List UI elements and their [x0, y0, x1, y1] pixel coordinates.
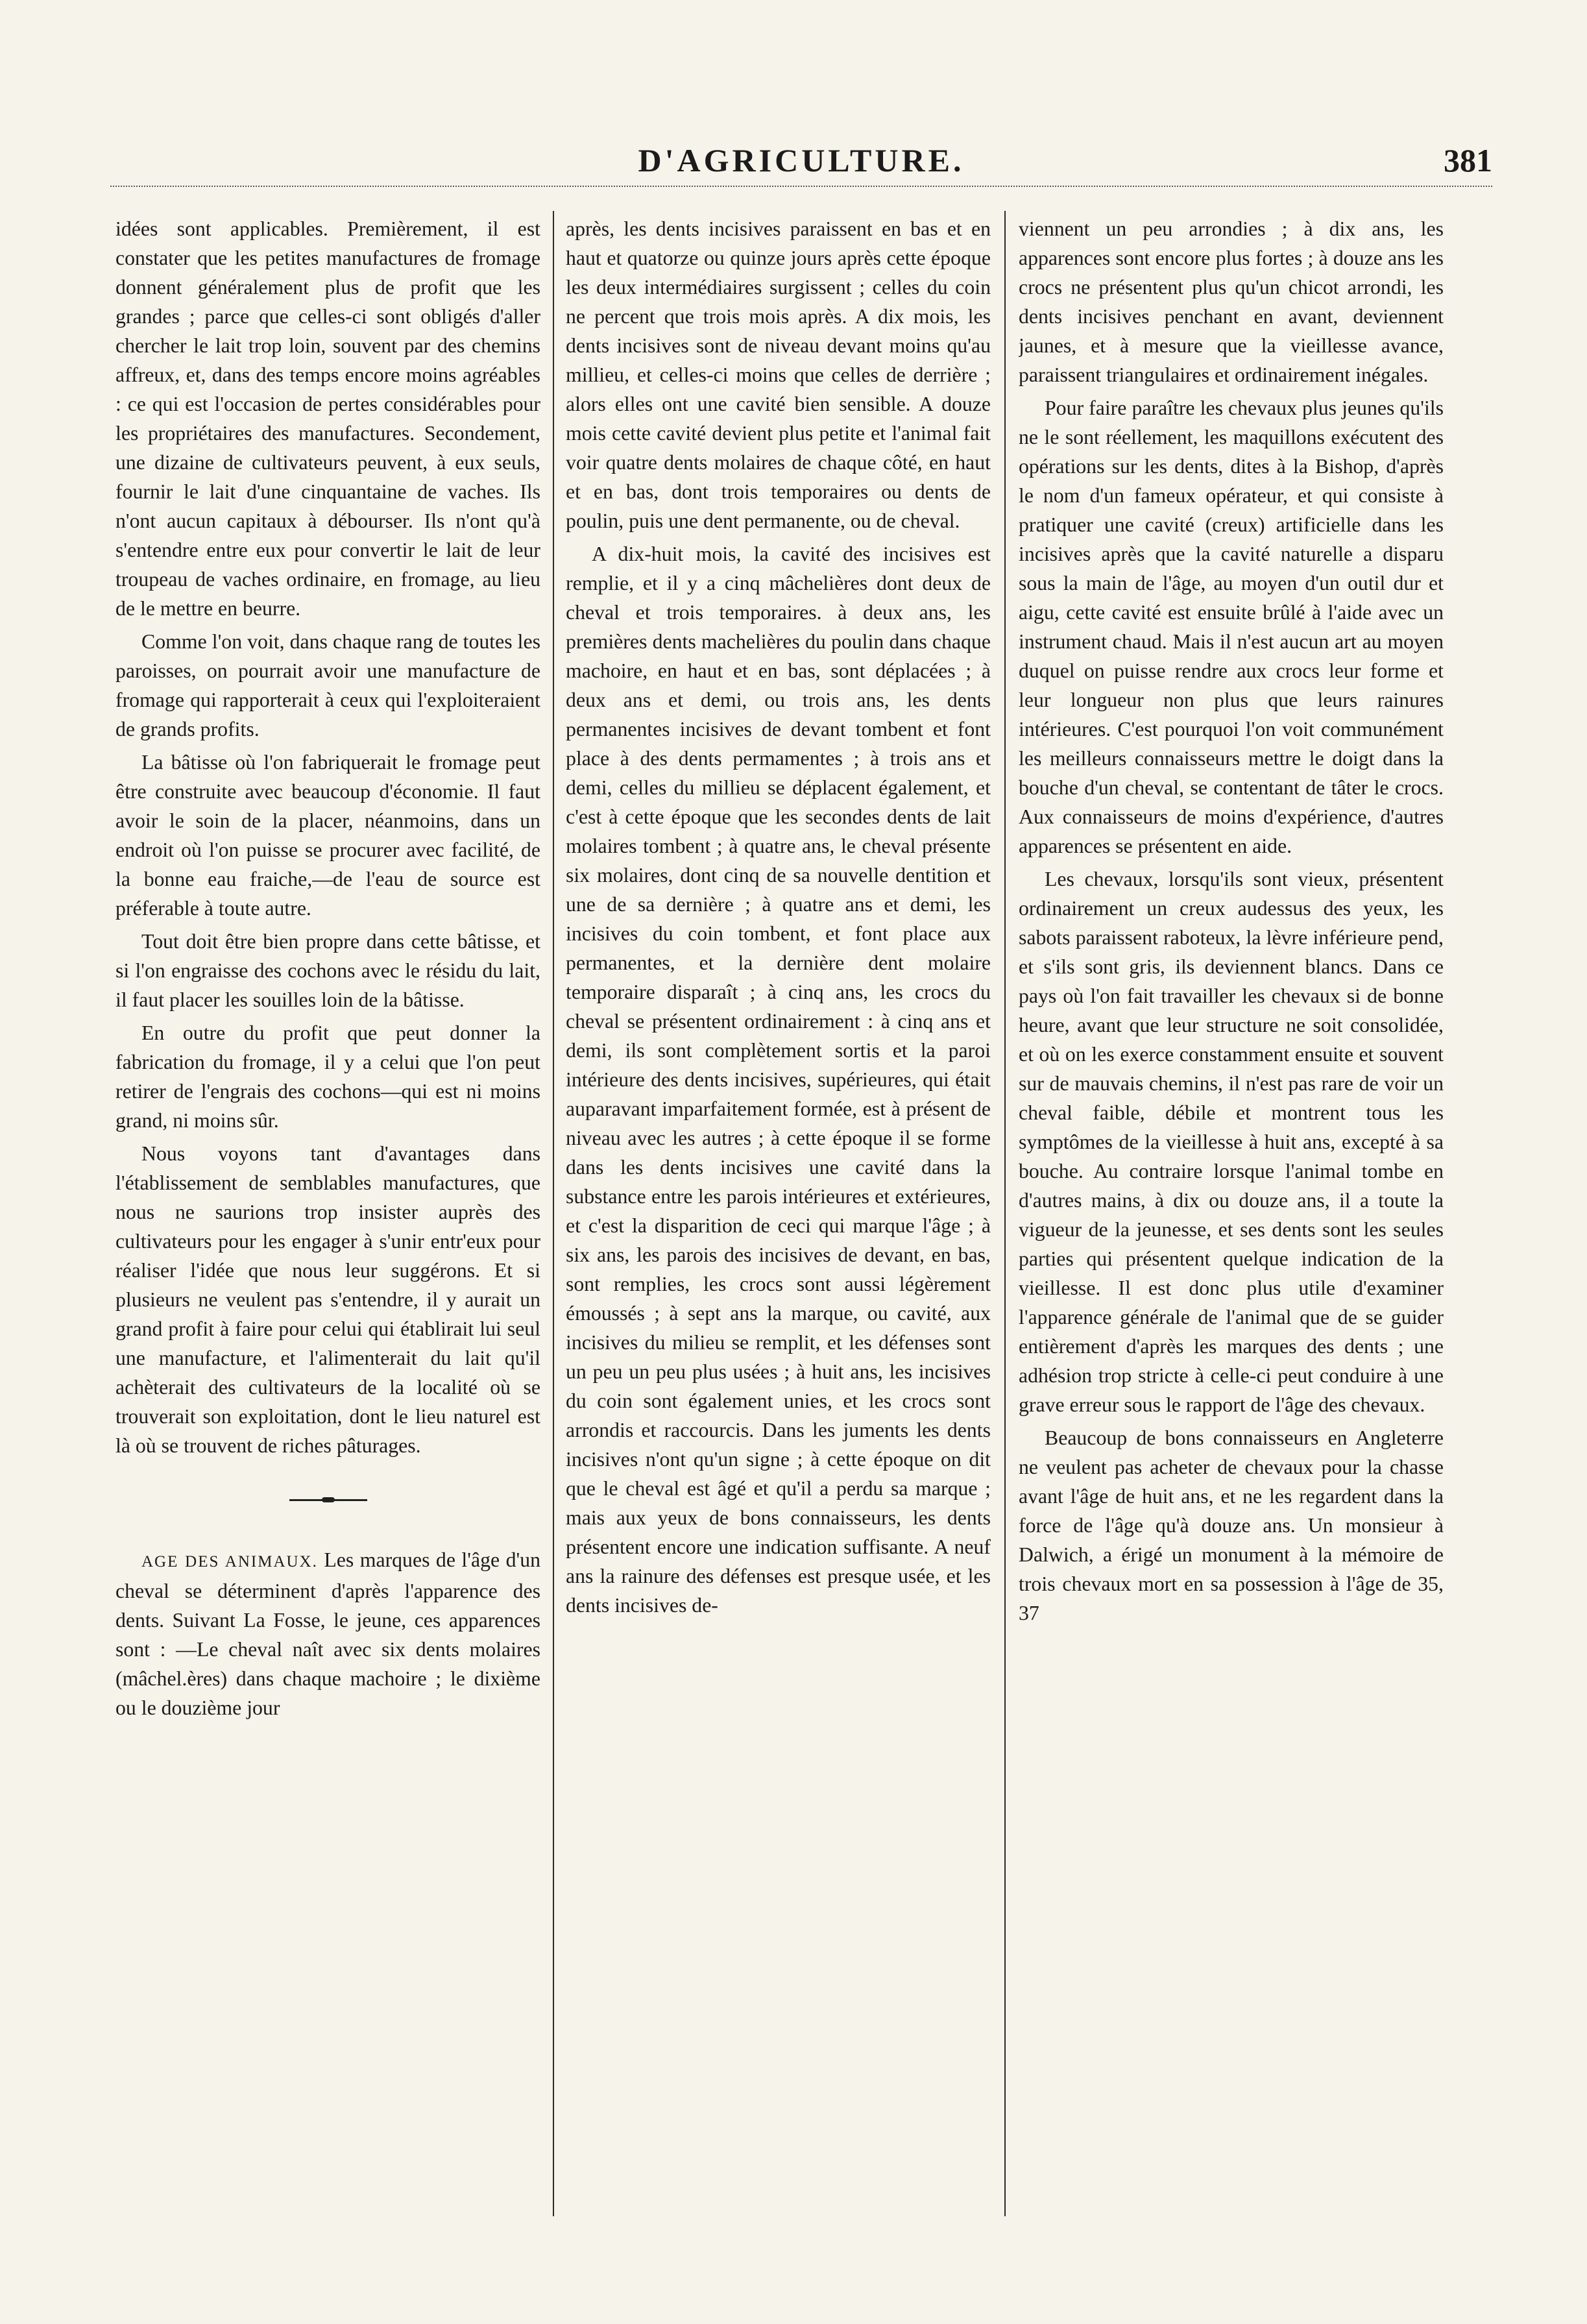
paragraph: A dix-huit mois, la cavité des incisives est remplie, et il y a cinq mâchelières dont deux de cheval et trois temporaires. à deux ans, les premières dents machelières du poulin dans chaque machoire, en haut et en bas, sont déplacées ; à deux ans et demi, ou trois ans, les dents permanentes incisives de devant tombent et font place à des dents permamentes ; à trois ans et demi, celles du millieu se déplacent également, et c'est à cette époque que les secondes dents de lait molaires tombent ; à quatre ans, le cheval présente six molaires, dont cinq de sa nouvelle dentition et une de sa dernière ; à quatre ans et demi, les incisives du coin tombent, et font place aux permanentes, et la dernière dent molaire temporaire disparaît ; à cinq ans, les crocs du cheval se présentent ordinairement : à cinq ans et demi, ils sont complètement sortis et la paroi intérieure des dents incisives, supérieures, qui était auparavant imparfaitement formée, est à présent de niveau avec les autres ; à cette époque il se forme dans les dents incisives une cavité dans la substance entre les parois intérieures et extérieures, et c'est la disparition de ceci qui marque l'âge ; à six ans, les parois des incisives de devant, en bas, sont remplies, les crocs sont aussi légèrement émoussés ; à sept ans la marque, ou cavité, aux incisives du milieu se remplit, et les défenses sont un peu un peu plus usées ; à huit ans, les incisives du coin sont également unies, et les crocs sont arrondis et raccourcis. Dans les juments les dents incisives n'ont qu'un signe ; à cette époque on dit que le cheval est âgé et qu'il a perdu sa marque ; mais aux yeux de bons connaisseurs, les dents présentent encore une indication suffisante. A neuf ans la rainure des défenses est presque usée, et les dents incisives de- [566, 543, 991, 1617]
paragraph: Les chevaux, lorsqu'ils sont vieux, présentent ordinairement un creux audessus des yeux, les sabots paraissent raboteux, la lèvre inférieure pend, et s'ils sont gris, ils deviennent blancs. Dans ce pays où l'on fait travailler les chevaux si de bonne heure, avant que leur structure ne soit consolidée, et où on les exerce constamment ensuite et souvent sur de mauvais chemins, il n'est pas rare de voir un cheval faible, débile et montrent tous les symptômes de la vieillesse à huit ans, excepté à sa bouche. Au contraire lorsque l'animal tombe en d'autres mains, à dix ou douze ans, il a toute la vigueur de la jeunesse, et ses dents sont les seules parties qui présentent quelque indication de la vieillesse. Il est donc plus utile d'examiner l'apparence générale de l'animal que de se guider entièrement d'après les marques des dents ; une adhésion trop stricte à celle-ci peut conduire à une grave erreur sous le rapport de l'âge des chevaux. [1019, 868, 1444, 1416]
column-divider-1 [553, 211, 554, 2216]
running-title: D'AGRICULTURE. [638, 142, 965, 178]
column-2 [566, 214, 991, 2220]
section-paragraph [115, 1545, 540, 1722]
page-header [110, 141, 1492, 187]
paragraph: viennent un peu arrondies ; à dix ans, les apparences sont encore plus fortes ; à douze ans les crocs ne présentent plus qu'un chicot arrondi, les dents incisives penchant en avant, deviennent jaunes, et à mesure que la vieillesse avance, paraissent triangulaires et ordinairement inégales. [1019, 217, 1444, 386]
paragraph: Tout doit être bien propre dans cette bâtisse, et si l'on engraisse des cochons avec le résidu du lait, il faut placer les souilles loin de la bâtisse. [115, 930, 540, 1011]
header-rule [110, 186, 1492, 187]
section-separator [115, 1480, 540, 1509]
paragraph: Beaucoup de bons connaisseurs en Angleterre ne veulent pas acheter de chevaux pour la chasse avant l'âge de huit ans, et ne les regardent dans la force de l'âge qu'à douze ans. Un monsieur à Dalwich, a érigé un monument à la mémoire de trois chevaux mort en sa possession à l'âge de 35, 37 [1019, 1426, 1444, 1624]
paragraph: Comme l'on voit, dans chaque rang de toutes les paroisses, on pourrait avoir une manufacture de fromage qui rapporterait à ceux qui l'exploiteraient de grands profits. [115, 630, 540, 740]
section-heading: AGE DES ANIMAUX. [141, 1553, 318, 1571]
column-1 [115, 214, 540, 2220]
paragraph: idées sont applicables. Premièrement, il est constater que les petites manufactures de fromage donnent généralement plus de profit que les grandes ; parce que celles-ci sont obligés d'aller chercher le lait trop loin, souvent par des chemins affreux, et, dans des temps encore moins agréables : ce qui est l'occasion de pertes considérables pour les propriétaires des manufactures. Secondement, une dizaine de cultivateurs peuvent, à eux seuls, fournir le lait d'une cinquantaine de vaches. Ils n'ont aucun capitaux à débourser. Ils n'ont qu'à s'entendre entre eux pour convertir le lait de leur troupeau de vaches ordinaire, en fromage, au lieu de le mettre en beurre. [115, 217, 540, 620]
column-divider-2 [1004, 211, 1006, 2216]
column-3 [1019, 214, 1444, 2220]
paragraph: La bâtisse où l'on fabriquerait le fromage peut être construite avec beaucoup d'économie. Il faut avoir le soin de la placer, néanmoins, dans un endroit où l'on puisse se procurer avec facilité, de la bonne eau fraiche,—de l'eau de source est préferable à toute autre. [115, 751, 540, 920]
paragraph: après, les dents incisives paraissent en bas et en haut et quatorze ou quinze jours après cette époque les deux intermédiaires surgissent ; celles du coin ne percent que trois mois après. A dix mois, les dents incisives sont de niveau devant moins qu'au millieu, et celles-ci moins que celles de derrière ; alors elles ont une cavité bien sensible. A douze mois cette cavité devient plus petite et l'animal fait voir quatre dents molaires de chaque côté, en haut et en bas, dont trois temporaires ou dents de poulin, puis une dent permanente, ou de cheval. [566, 217, 991, 532]
page-number: 381 [1444, 142, 1492, 178]
paragraph: En outre du profit que peut donner la fabrication du fromage, il y a celui que l'on peut retirer de l'engrais des cochons—qui est ni moins grand, ni moins sûr. [115, 1021, 540, 1132]
section-text: Les marques de l'âge d'un cheval se déterminent d'après l'apparence des dents. Suivant La Fosse, le jeune, ces apparences sont : —Le cheval naît avec six dents molaires (mâchel.ères) dans chaque machoire ; le dixième ou le douzième jour [115, 1548, 540, 1719]
paragraph: Pour faire paraître les chevaux plus jeunes qu'ils ne le sont réellement, les maquillons exécutent des opérations sur les dents, dites à la Bishop, d'après le nom d'un fameux opérateur, et qui consiste à pratiquer une cavité (creux) artificielle dans les incisives après que la cavité naturelle a disparu sous la main de l'âge, au moyen d'un outil dur et aigu, cette cavité est ensuite brûlé à l'aide avec un instrument chaud. Mais il n'est aucun art au moyen duquel on puisse rendre aux crocs leur forme et leur longueur non plus que leurs rainures intérieures. C'est pourquoi l'on voit communément les meilleurs connaisseurs mettre le doigt dans la bouche d'un cheval, se contentant de tâter le crocs. Aux connaisseurs de moins d'expérience, d'autres apparences se présentent en aide. [1019, 397, 1444, 857]
paragraph: Nous voyons tant d'avantages dans l'établissement de semblables manufactures, que nous ne saurions trop insister auprès des cultivateurs pour les engager à s'unir entr'eux pour réaliser l'idée que nous leur suggérons. Et si plusieurs ne veulent pas s'entendre, il y aurait un grand profit à faire pour celui qui établirait lui seul une manufacture, et l'alimenterait du lait qu'il achèterait des cultivateurs de la localité où se trouverait son exploitation, dont le lieu naturel est là où se trouvent de riches pâturages. [115, 1142, 540, 1457]
